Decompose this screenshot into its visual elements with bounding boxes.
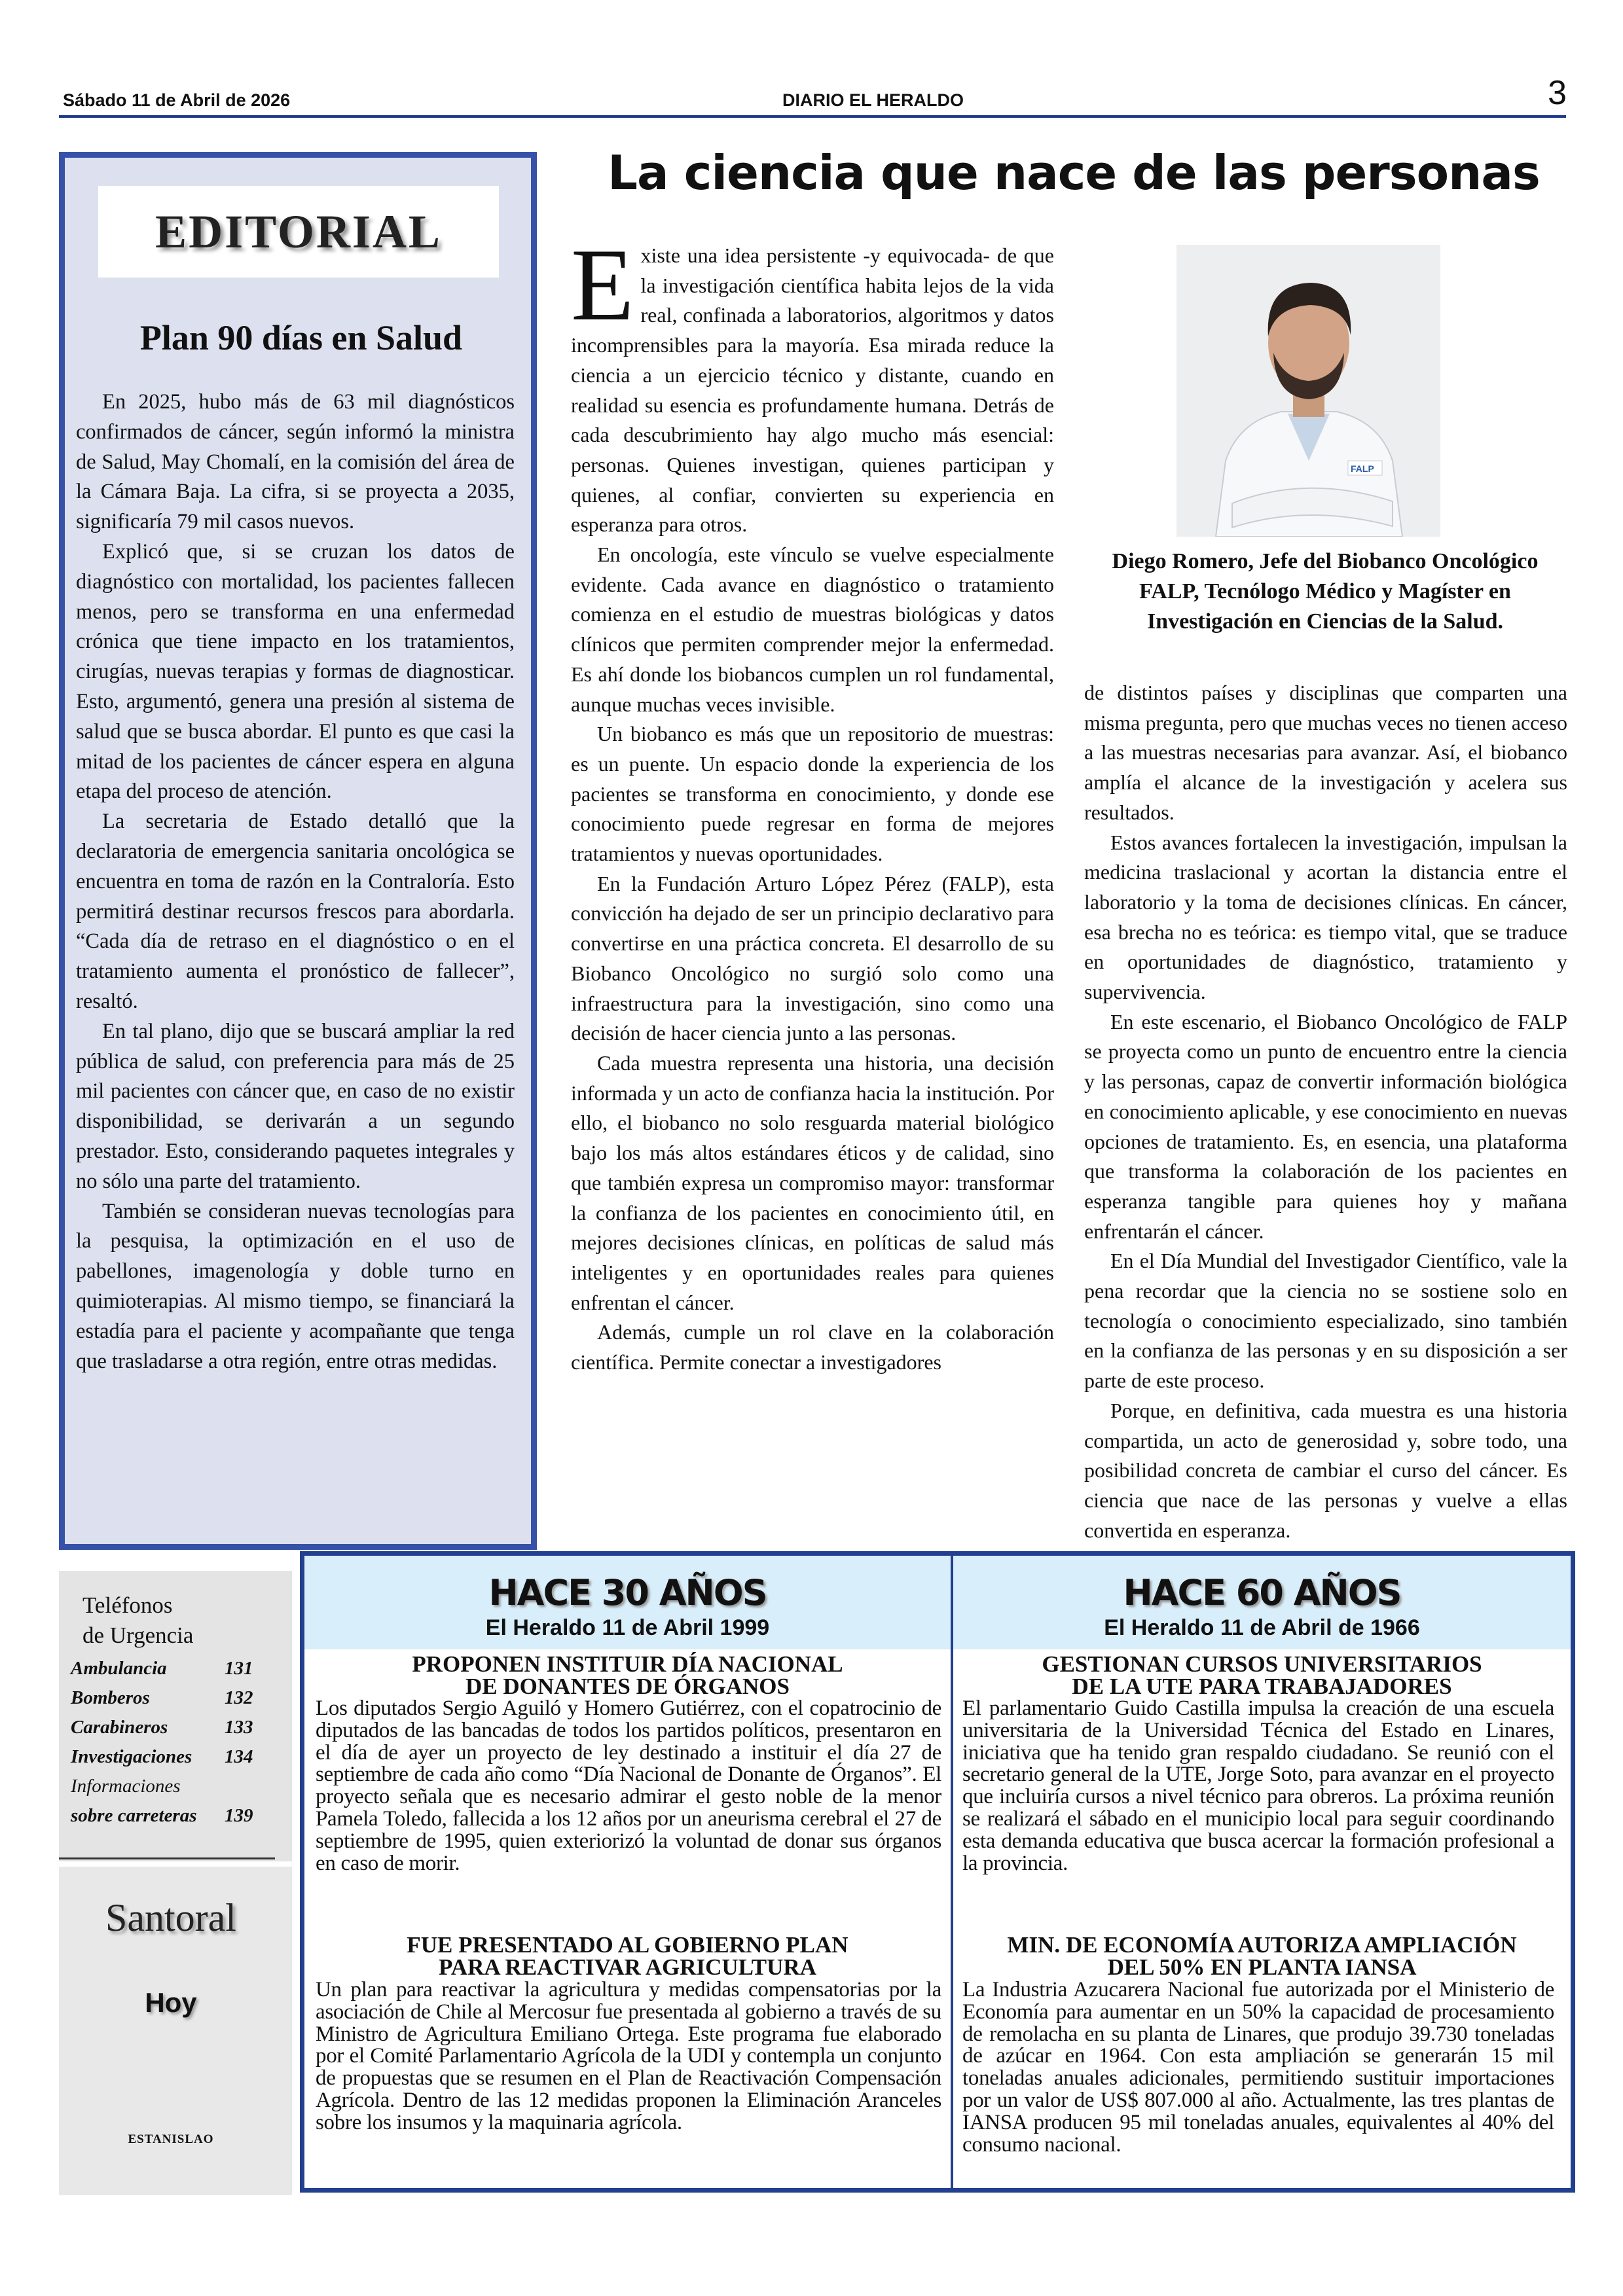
hace30-news1-body: Los diputados Sergio Aguiló y Homero Gutiérrez, con el copatrocinio de diputados de las bancadas de todos los partidos políticos, presentaron en el día de ayer un proyecto de ley destinado a instituir el día 27 de septiembre de cada año como “Día Nacional de Donante de Órganos”. El proyecto señala que es necesario admirar el gesto noble de la menor Pamela Toledo, fallecida a los 12 años por un aneurisma cerebral el 27 de septiembre de 1995, quien exteriorizó la voluntad de donar sus órganos en caso de morir. [316,1696,941,1875]
santoral-name: ESTANISLAO [128,2132,214,2146]
hace30-news1-headline [304,1653,951,1698]
editorial-paragraph: También se consideran nuevas tecnologías para la pesquisa, la optimización en el uso de pabellones, imagenología y doble turno en quimioterapias. Al mismo tiempo, se financiará la estadía para el paciente y acompañante que tenga que trasladarse a otra región, entre otras medidas. [76,1199,515,1373]
headline-line: DE LA UTE PARA TRABAJADORES [1072,1674,1452,1699]
photo-caption: Diego Romero, Jefe del Biobanco Oncológico FALP, Tecnólogo Médico y Magíster en Investigación en Ciencias de la Salud. [1112,549,1539,634]
drop-cap: E [571,228,634,342]
emergency-row [71,1805,253,1827]
article-paragraph: Un biobanco es más que un repositorio de muestras: es un puente. Un espacio donde la experiencia de los pacientes se transforma en conocimiento, y donde ese conocimiento puede regresar en forma de mejores tratamientos y nuevas oportunidades. [571,722,1054,866]
article-paragraph: Cada muestra representa una historia, una decisión informada y un acto de confianza hacia la institución. Por ello, el biobanco no solo resguarda material biológico bajo los más altos estándares éticos y de calidad, sino que también expresa un compromiso mayor: transformar la confianza de los pacientes en conocimiento útil, en mejores decisiones clínicas, en políticas de salud más inteligentes y en oportunidades reales para quienes enfrentan el cáncer. [571,1050,1054,1314]
emergency-number: 133 [225,1717,253,1738]
article-paragraph: En el Día Mundial del Investigador Científico, vale la pena recordar que la ciencia no se sostiene solo en tecnología o conocimiento especializado, sino también en la confianza de las personas y en su disposición a ser parte de este proceso. [1084,1249,1567,1393]
article-paragraph: Porque, en definitiva, cada muestra es una historia compartida, un acto de generosidad y, sobre todo, una posibilidad concreta de cambiar el curso del cáncer. Es ciencia que nace de las personas y vuelve a ellas convertida en esperanza. [1084,1398,1567,1542]
santoral-title: Santoral [105,1896,236,1939]
hace60-news2-headline [953,1934,1571,1979]
emergency-info-label: Informaciones [71,1776,181,1797]
article-title: La ciencia que nace de las personas [608,145,1540,200]
emergency-row [71,1746,253,1768]
editorial-paragraph: La secretaria de Estado detalló que la declaratoria de emergencia sanitaria oncológica se encuentra en toma de razón en la Contraloría. Esto permitirá destinar recursos frescos para abordarla. “Cada día de retraso en el diagnóstico o en el tratamiento aumenta el pronóstico de fallecer”, resaltó. [76,810,515,1013]
emergency-number: 134 [225,1746,253,1767]
hace30-news2-body: Un plan para reactivar la agricultura y medidas compensatorias por la asociación de Chile al Mercosur fue presentada al gobierno a través de su Ministro de Agricultura Emiliano Ortega. Este programa fue elaborado por el Comité Parlamentario Agrícola de la UDI y contempla un conjunto de propuestas que se resumen en el Plan de Reactivación Compensación Agrícola. Dentro de las 12 medidas proponen la Eliminación Aranceles sobre los insumos y la maquinaria agrícola. [316,1978,941,2134]
article-paragraph: En oncología, este vínculo se vuelve especialmente evidente. Cada avance en diagnóstico o tratamiento comienza en el estudio de muestras biológicas y datos clínicos que permiten comprender mejor la enfermedad. Es ahí donde los biobancos cumplen un rol fundamental, aunque muchas veces invisible. [571,543,1054,716]
emergency-number: 132 [225,1687,253,1708]
emergency-title-line1: Teléfonos [82,1592,173,1618]
hace60-news1-headline [953,1653,1571,1698]
author-photo [1176,245,1440,537]
santoral-today: Hoy [145,1987,197,2018]
emergency-row [71,1687,253,1709]
headline-line: GESTIONAN CURSOS UNIVERSITARIOS [1042,1651,1482,1677]
article-paragraph: Además, cumple un rol clave en la colaboración científica. Permite conectar a investigadores [571,1320,1054,1374]
article-paragraph: En la Fundación Arturo López Pérez (FALP), esta convicción ha dejado de ser un principio declarativo para convertirse en una práctica concreta. El desarrollo de su Biobanco Oncológico no surgió solo como una infraestructura para la investigación, sino como una decisión de hacer ciencia junto a las personas. [571,871,1054,1045]
emergency-label: Bomberos [71,1687,150,1708]
article-column-1 [571,228,1054,1378]
header-rule [59,115,1566,118]
article-column-2 [1084,678,1567,1545]
emergency-label: sobre carreteras [71,1805,197,1826]
article-first-paragraph [571,228,1054,540]
history-divider [951,1556,953,2188]
emergency-label: Ambulancia [71,1658,167,1679]
page-number: 3 [1548,74,1567,112]
emergency-row [71,1717,253,1738]
headline-line: DEL 50% EN PLANTA IANSA [1107,1954,1417,1980]
article-paragraph: En este escenario, el Biobanco Oncológico de FALP se proyecta como un punto de encuentro entre la ciencia y las personas, capaz de convertir información biológica en conocimiento aplicable, y ese conocimiento en nuevas opciones de tratamiento. Es, en esencia, una plataforma que transforma la colaboración de los pacientes en esperanza tangible para quienes hoy y mañana enfrentarán el cáncer. [1084,1009,1567,1243]
author-portrait-illustration [1176,245,1440,537]
article-paragraph: Estos avances fortalecen la investigación, impulsan la medicina traslacional y acortan la distancia entre el laboratorio y la toma de decisiones clínicas. En cáncer, esa brecha no es teórica: es tiempo vital, que se traduce en oportunidades de diagnóstico, tratamiento y supervivencia. [1084,830,1567,1004]
editorial-paragraph: En 2025, hubo más de 63 mil diagnósticos confirmados de cáncer, según informó la ministra de Salud, May Chomalí, en la comisión del área de la Cámara Baja. La cifra, si se proyecta a 2035, significaría 79 mil casos nuevos. [76,390,515,534]
hace60-news2-body: La Industria Azucarera Nacional fue autorizada por el Ministerio de Economía para aumentar en un 50% la capacidad de procesamiento de remolacha en su planta de Linares, que produjo 39.730 toneladas de azúcar en 1964. Con esta ampliación se generarán 15 mil toneladas anuales adicionales, permitiendo sustituir importaciones por un valor de US$ 807.000 al año. Actualmente, las tres plantas de IANSA producen 95 mil toneladas anuales, equivalentes al 40% del consumo nacional. [962,1978,1554,2157]
emergency-title-line2: de Urgencia [82,1623,194,1648]
headline-line: MIN. DE ECONOMÍA AUTORIZA AMPLIACIÓN [1007,1932,1517,1958]
headline-line: DE DONANTES DE ÓRGANOS [465,1674,790,1699]
header-date: Sábado 11 de Abril de 2026 [63,90,291,110]
editorial-title: Plan 90 días en Salud [139,318,463,357]
emergency-number: 131 [225,1658,253,1679]
editorial-paragraph: En tal plano, dijo que se buscará ampliar la red pública de salud, con preferencia para más de 25 mil pacientes con cáncer que, en caso de no existir disponibilidad, se derivarán a un segundo prestador. Esto, considerando paquetes integrales y no sólo una parte del tratamiento. [76,1019,515,1193]
emergency-phones-title [82,1590,193,1651]
first-paragraph-text: xiste una idea persistente -y equivocada- de que la investigación científica habita lejos de la vida real, confinada a laboratorios, algoritmos y datos incomprensibles para la mayoría. Esa mirada reduce la ciencia a un ejercicio técnico y distante, cuando en realidad su esencia es profundamente humana. Detrás de cada descubrimiento hay algo mucho más esencial: personas. Quienes investigan, quienes participan y quienes, al confiar, convierten su experiencia en esperanza para otros. [571,243,1054,537]
editorial-paragraph: Explicó que, si se cruzan los datos de diagnóstico con mortalidad, los pacientes fallecen menos, pero se transforma en una enfermedad crónica que tiene impacto en los tratamientos, cirugías, nuevas terapias y formas de diagnosticar. Esto, argumentó, genera una presión al sistema de salud que se busca abordar. El punto es que casi la mitad de los pacientes de cáncer espera en alguna etapa del proceso de atención. [76,539,515,804]
header-paper-name: DIARIO EL HERALDO [782,90,964,110]
hace30-subtitle: El Heraldo 11 de Abril 1999 [485,1615,770,1640]
emergency-label: Carabineros [71,1717,168,1738]
hace30-news2-headline [304,1934,951,1979]
article-continuation: de distintos países y disciplinas que comparten una misma pregunta, pero que muchas veces no tienen acceso a las muestras necesarias para avanzar. Así, el biobanco amplía el alcance de la investigación y acelera sus resultados. [1084,681,1567,824]
hace60-news1-body: El parlamentario Guido Castilla impulsa la creación de una escuela universitaria de la Universidad Técnica del Estado en Linares, iniciativa que ha tenido gran respaldo ciudadano. Se reunió con el secretario general de la UTE, Jorge Soto, para avanzar en el proyecto que incluiría cursos a nivel técnico para obreros. La próxima reunión se realizará el sábado en el municipio local para seguir coordinando esta demanda educativa que busca acercar la formación profesional a la provincia. [962,1696,1554,1875]
emergency-divider [59,1857,275,1859]
hace60-title: HACE 60 AÑOS [1123,1572,1401,1613]
emergency-number: 139 [225,1805,253,1826]
headline-line: PROPONEN INSTITUIR DÍA NACIONAL [412,1651,843,1677]
hace60-subtitle: El Heraldo 11 de Abril de 1966 [1104,1615,1420,1640]
headline-line: PARA REACTIVAR AGRICULTURA [439,1954,816,1980]
headline-line: FUE PRESENTADO AL GOBIERNO PLAN [407,1932,848,1958]
editorial-label: EDITORIAL [98,186,499,278]
coat-badge-text: FALP [1351,463,1374,474]
editorial-body [76,387,515,1376]
emergency-label: Investigaciones [71,1746,192,1767]
hace30-title: HACE 30 AÑOS [488,1572,767,1613]
emergency-row [71,1658,253,1679]
